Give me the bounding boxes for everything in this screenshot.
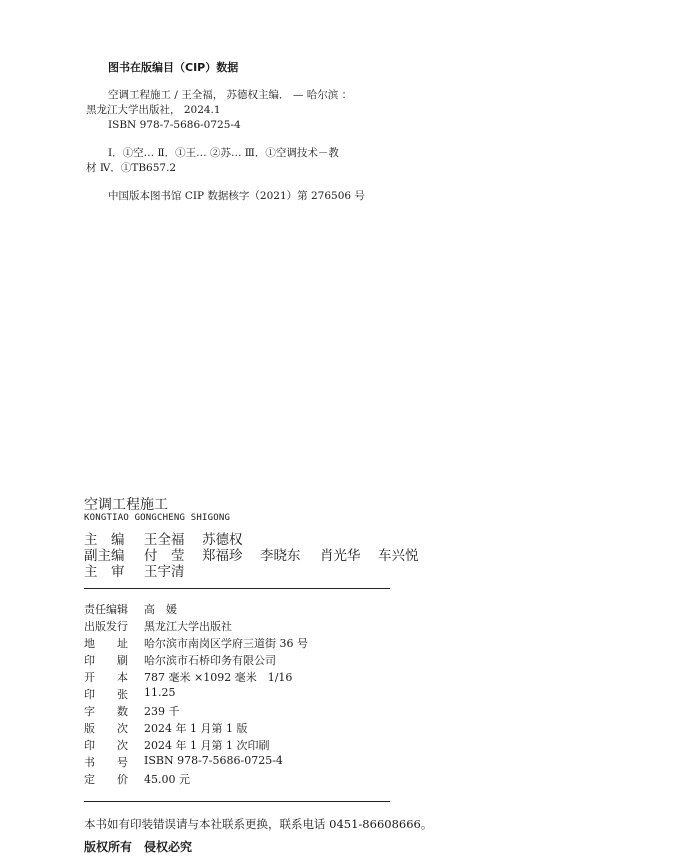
cip-line-record-number: 中国版本图书馆 CIP 数据核字（2021）第 276506 号: [108, 190, 365, 202]
info-value: 哈尔滨市石桥印务有限公司: [144, 654, 276, 667]
info-label: 出版发行: [84, 620, 128, 633]
role-name: 郑福珍: [202, 548, 243, 564]
info-label: 印 次: [84, 739, 128, 752]
info-label: 书 号: [84, 756, 128, 769]
role-label: 副主编: [84, 548, 125, 564]
copyright-notice: 版权所有 侵权必究: [84, 840, 193, 854]
role-name: 王全福: [144, 532, 185, 548]
info-value: ISBN 978-7-5686-0725-4: [144, 754, 283, 767]
cip-line-publisher: 黑龙江大学出版社， 2024.1: [86, 104, 221, 116]
info-label: 字 数: [84, 705, 128, 718]
cip-heading: 图书在版编目（CIP）数据: [108, 61, 239, 74]
info-value: 787 毫米 ×1092 毫米 1/16: [144, 671, 293, 684]
info-value: 2024 年 1 月第 1 版: [144, 722, 248, 735]
role-label: 主 审: [84, 564, 125, 580]
info-value: 2024 年 1 月第 1 次印刷: [144, 739, 270, 752]
role-name: 苏德权: [202, 532, 243, 548]
role-label: 主 编: [84, 532, 125, 548]
info-label: 地 址: [84, 637, 128, 650]
role-name: 李晓东: [260, 548, 301, 564]
role-name: 王宇清: [144, 564, 185, 580]
role-name: 车兴悦: [378, 548, 419, 564]
replacement-notice: 本书如有印装错误请与本社联系更换，联系电话 0451-86608666。: [84, 817, 433, 831]
book-title-pinyin: KONGTIAO GONGCHENG SHIGONG: [84, 513, 231, 523]
role-name: 肖光华: [320, 548, 361, 564]
info-value: 45.00 元: [144, 773, 190, 786]
info-value: 高 媛: [144, 603, 177, 616]
info-label: 印 张: [84, 688, 128, 701]
cip-line-subjects: Ⅰ．①空… Ⅱ．①王… ②苏… Ⅲ．①空调技术－教: [108, 147, 339, 159]
info-value: 哈尔滨市南岗区学府三道街 36 号: [144, 637, 308, 650]
cip-line-isbn: ISBN 978-7-5686-0725-4: [108, 119, 241, 131]
info-value: 黑龙江大学出版社: [144, 620, 232, 633]
info-label: 版 次: [84, 722, 128, 735]
divider-top: [84, 588, 390, 589]
info-label: 印 刷: [84, 654, 128, 667]
cip-line-classification: 材 Ⅳ．①TB657.2: [86, 162, 177, 174]
cip-line-title: 空调工程施工 / 王全福， 苏德权主编． — 哈尔滨 ：: [108, 89, 353, 101]
book-title: 空调工程施工: [84, 497, 168, 513]
info-label: 开 本: [84, 671, 128, 684]
info-value: 11.25: [144, 686, 176, 699]
info-value: 239 千: [144, 705, 180, 718]
info-label: 责任编辑: [84, 603, 128, 616]
role-name: 付 莹: [144, 548, 185, 564]
divider-bottom: [84, 801, 390, 802]
info-label: 定 价: [84, 773, 128, 786]
